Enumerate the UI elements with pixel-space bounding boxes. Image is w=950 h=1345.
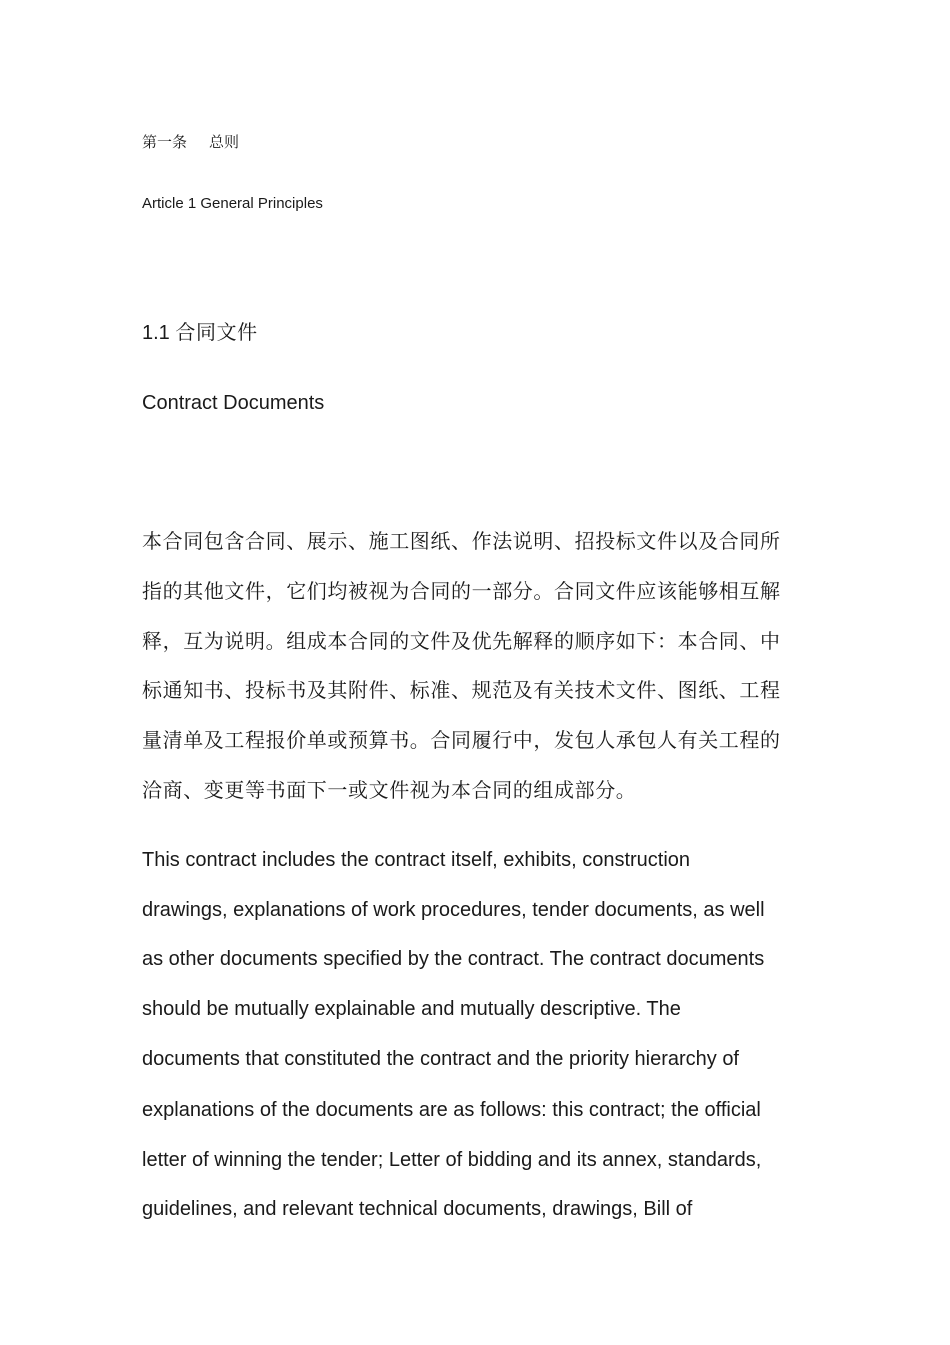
section-title-cn: 合同文件	[175, 320, 258, 344]
article-title-cn: 总则	[209, 133, 240, 151]
paragraph-en-line: explanations of the documents are as follows: this contract; the official	[142, 1099, 761, 1121]
paragraph-cn-line: 标通知书、投标书及其附件、标准、规范及有关技术文件、图纸、工程	[142, 678, 781, 702]
paragraph-en-line: drawings, explanations of work procedures, tender documents, as well	[142, 899, 765, 921]
paragraph-en-line: as other documents specified by the contract. The contract documents	[142, 948, 765, 970]
article-number-cn: 第一条	[142, 133, 188, 151]
paragraph-cn-line: 本合同包含合同、展示、施工图纸、作法说明、招投标文件以及合同所	[142, 529, 781, 553]
paragraph-en-line: documents that constituted the contract and the priority hierarchy of	[142, 1048, 739, 1070]
paragraph-en-line: letter of winning the tender; Letter of bidding and its annex, standards,	[142, 1149, 762, 1171]
paragraph-cn-line: 释，互为说明。组成本合同的文件及优先解释的顺序如下：本合同、中	[142, 629, 781, 653]
paragraph-cn-line: 指的其他文件，它们均被视为合同的一部分。合同文件应该能够相互解	[142, 579, 781, 603]
paragraph-en-line: should be mutually explainable and mutually descriptive. The	[142, 998, 681, 1020]
article-heading-cn	[142, 131, 239, 152]
section-heading-en: Contract Documents	[142, 392, 325, 414]
section-number: 1.1	[142, 322, 170, 344]
paragraph-en-line: This contract includes the contract itself, exhibits, construction	[142, 849, 691, 871]
paragraph-cn-line: 量清单及工程报价单或预算书。合同履行中，发包人承包人有关工程的	[142, 728, 781, 752]
article-heading-en: Article 1 General Principles	[142, 195, 323, 212]
paragraph-cn-line: 洽商、变更等书面下一或文件视为本合同的组成部分。	[142, 778, 637, 802]
section-heading-cn	[142, 319, 258, 346]
paragraph-en-line: guidelines, and relevant technical documents, drawings, Bill of	[142, 1198, 693, 1220]
